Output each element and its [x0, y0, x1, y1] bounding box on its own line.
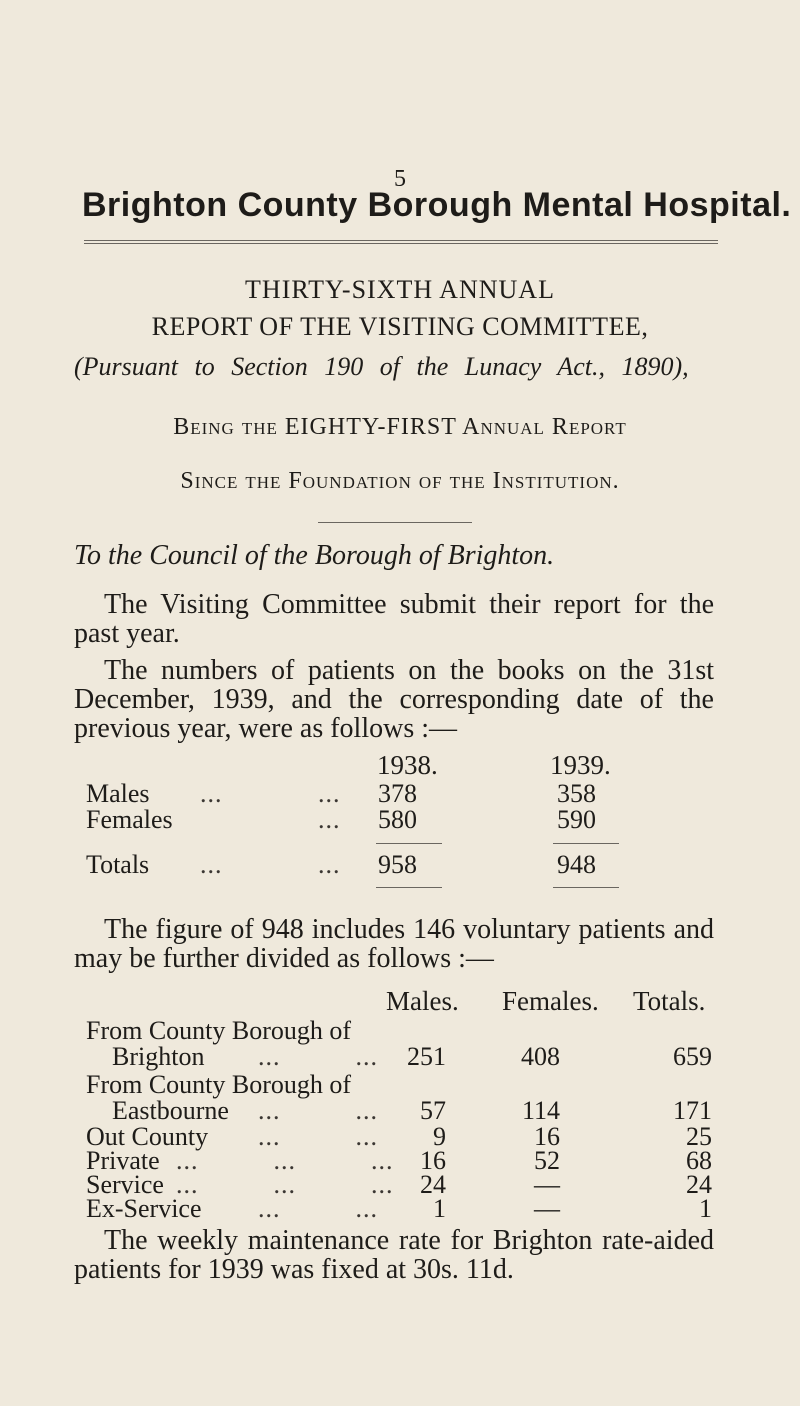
- value-1938: 580: [378, 805, 417, 834]
- value-1938: 378: [378, 779, 417, 808]
- value-totals: 1: [699, 1194, 712, 1223]
- row-label: Ex-Service: [86, 1194, 202, 1223]
- leader-dots: ...: [318, 805, 341, 834]
- row-label: Service: [86, 1170, 164, 1199]
- value-totals: 24: [686, 1170, 712, 1199]
- leader-dots: ... ...: [258, 1042, 378, 1071]
- hospital-title: Brighton County Borough Mental Hospital.: [82, 186, 792, 224]
- row-label-line-2: Brighton: [112, 1042, 205, 1071]
- section-divider: [318, 522, 472, 523]
- total-1938: 958: [378, 850, 417, 879]
- value-males: 251: [407, 1042, 446, 1071]
- leader-dots: ... ...: [258, 1122, 378, 1151]
- value-males: 16: [420, 1146, 446, 1175]
- page-number: 5: [394, 166, 406, 192]
- paragraph-2: The numbers of patients on the books on the 31st December, 1939, and the corresponding date of the previous year, were as follows :—: [74, 655, 714, 744]
- subtotal-rule: [376, 843, 442, 844]
- paragraph-4: The weekly maintenance rate for Brighton rate-aided patients for 1939 was fixed at 30s. 11d.: [74, 1225, 714, 1285]
- leader-dots: ...: [318, 850, 341, 879]
- row-label: Private: [86, 1146, 160, 1175]
- paragraph-1: The Visiting Committee submit their report for the past year.: [74, 589, 714, 649]
- paragraph-3: The figure of 948 includes 146 voluntary patients and may be further divided as follows :—: [74, 914, 714, 974]
- column-header-1939: 1939.: [550, 750, 611, 780]
- heading-line-4: Being the EIGHTY-FIRST Annual Report: [173, 414, 627, 440]
- row-label: Males: [86, 779, 150, 808]
- row-label-line-1: From County Borough of: [86, 1016, 352, 1045]
- value-1939: 358: [557, 779, 596, 808]
- value-females: —: [534, 1194, 560, 1223]
- total-rule: [553, 887, 619, 888]
- subtotal-rule: [553, 843, 619, 844]
- value-males: 9: [433, 1122, 446, 1151]
- value-females: —: [534, 1170, 560, 1199]
- value-males: 24: [420, 1170, 446, 1199]
- value-males: 57: [420, 1096, 446, 1125]
- value-males: 1: [433, 1194, 446, 1223]
- row-label-line-1: From County Borough of: [86, 1070, 352, 1099]
- row-label-line-2: Eastbourne: [112, 1096, 229, 1125]
- leader-dots: ...: [318, 779, 341, 808]
- value-totals: 68: [686, 1146, 712, 1175]
- column-header-females: Females.: [502, 986, 599, 1016]
- column-header-males: Males.: [386, 986, 459, 1016]
- leader-dots: ... ... ...: [176, 1146, 394, 1175]
- heading-line-3: (Pursuant to Section 190 of the Lunacy Act., 1890),: [74, 352, 689, 381]
- leader-dots: ...: [200, 850, 223, 879]
- salutation: To the Council of the Borough of Brighton.: [74, 540, 555, 571]
- heading-line-5: Since the Foundation of the Institution.: [180, 468, 620, 494]
- leader-dots: ... ...: [258, 1096, 378, 1125]
- value-females: 52: [534, 1146, 560, 1175]
- leader-dots: ... ...: [258, 1194, 378, 1223]
- heading-line-1: THIRTY-SIXTH ANNUAL: [245, 275, 555, 304]
- leader-dots: ... ... ...: [176, 1170, 394, 1199]
- row-label: Females: [86, 805, 173, 834]
- total-1939: 948: [557, 850, 596, 879]
- total-rule: [376, 887, 442, 888]
- value-totals: 171: [673, 1096, 712, 1125]
- column-header-totals: Totals.: [633, 986, 706, 1016]
- value-females: 408: [521, 1042, 560, 1071]
- value-totals: 659: [673, 1042, 712, 1071]
- value-1939: 590: [557, 805, 596, 834]
- leader-dots: ...: [200, 779, 223, 808]
- value-females: 16: [534, 1122, 560, 1151]
- value-females: 114: [521, 1096, 560, 1125]
- heading-line-2: REPORT OF THE VISITING COMMITTEE,: [151, 312, 649, 341]
- title-double-rule: [84, 240, 718, 244]
- total-label: Totals: [86, 850, 150, 879]
- value-totals: 25: [686, 1122, 712, 1151]
- row-label: Out County: [86, 1122, 209, 1151]
- column-header-1938: 1938.: [377, 750, 438, 780]
